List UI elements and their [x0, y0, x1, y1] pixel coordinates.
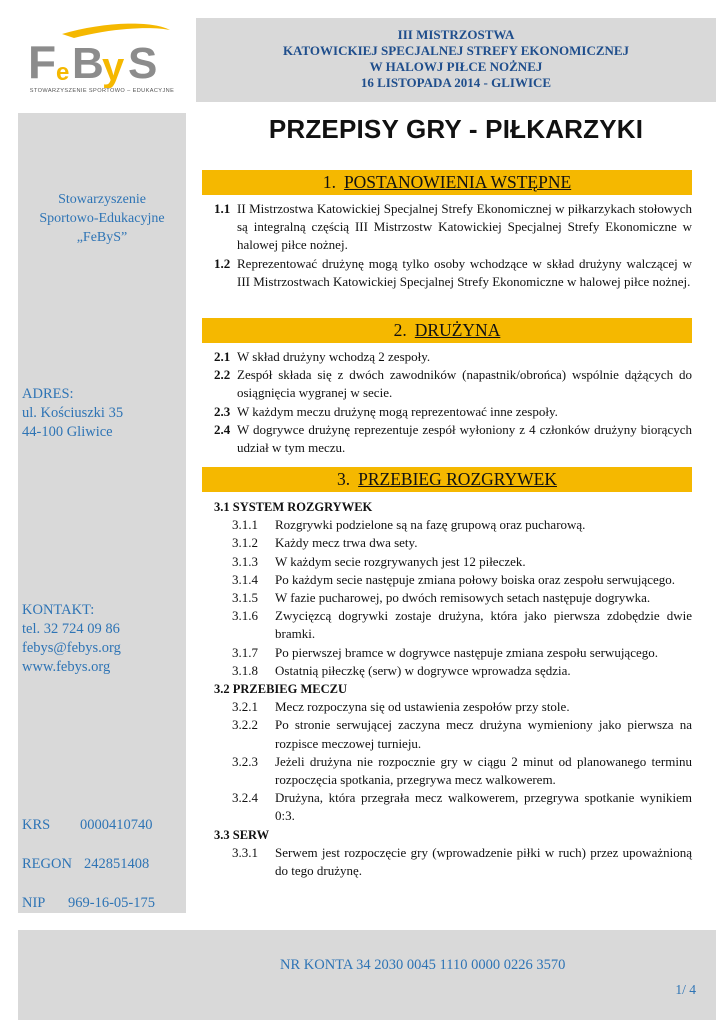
regon-value: 242851408: [84, 856, 150, 872]
address-label: ADRES:: [22, 386, 74, 402]
header-line-1: III MISTRZOSTWA: [397, 27, 515, 42]
svg-text:S: S: [128, 39, 158, 88]
rule-text: W fazie pucharowej, po dwóch remisowych setach następuje dogrywka.: [275, 590, 651, 606]
rule-subitem: [214, 607, 692, 643]
febys-logo: [22, 18, 182, 100]
rule-number: 3.1.1: [232, 517, 258, 533]
section-3-number: 3.: [337, 469, 351, 489]
rule-text: II Mistrzostwa Katowickiej Specjalnej Strefy Ekonomicznej w piłkarzykach stołowych są integralną częścią III Mistrzostw Katowickiej Specjalnej Strefy Ekonomiczne w halowej piłce nożnej.: [237, 201, 692, 253]
rule-text: Drużyna, która przegrała mecz walkowerem, przegrywa spotkanie wynikiem 0:3.: [275, 790, 692, 824]
rule-subitem: [214, 553, 692, 571]
logo-subtitle: STOWARZYSZENIE SPORTOWO – EDUKACYJNE: [29, 88, 175, 94]
rule-subitem: [214, 698, 692, 716]
org-line-1: Stowarzyszenie: [58, 192, 146, 207]
sidebar: [18, 113, 186, 913]
rule-number: 2.2: [214, 367, 231, 383]
contact-label: KONTAKT:: [22, 602, 95, 618]
rule-number: 2.1: [214, 349, 231, 364]
rule-number: 3.1.4: [232, 571, 258, 587]
header-line-3: W HALOWJ PIŁCE NOŻNEJ: [369, 59, 543, 74]
rule-item: [214, 255, 692, 291]
rule-text: Po stronie serwującej zaczyna mecz drużyna wymieniony jako pierwsza na rozpisce meczowej turnieju.: [275, 717, 692, 751]
rule-number: 2.4: [214, 421, 231, 437]
rule-text: W dogrywce drużynę reprezentuje zespół wyłoniony z 4 członków drużyny biorących udział w tym meczu.: [237, 421, 692, 456]
rule-text: Po pierwszej bramce w dogrywce następuje zmiana zespołu serwującego.: [275, 644, 658, 660]
section-3-content: [214, 498, 692, 880]
svg-text:F: F: [28, 36, 57, 88]
rule-text: Mecz rozpoczyna się od ustawienia zespołów przy stole.: [275, 699, 570, 715]
rule-number: 3.1.6: [232, 608, 258, 624]
contact-phone: tel. 32 724 09 86: [22, 621, 120, 637]
org-line-2: Sportowo-Edukacyjne: [39, 211, 165, 226]
rule-number: 3.1.8: [232, 662, 258, 678]
section-1-header: [202, 170, 692, 195]
header-line-2: KATOWICKIEJ SPECJALNEJ STREFY EKONOMICZNEJ: [282, 43, 630, 58]
section-1-title: POSTANOWIENIA WSTĘPNE: [343, 172, 572, 192]
section-1-number: 1.: [322, 172, 336, 192]
org-line-3: „FeByS”: [76, 230, 128, 245]
section-1-content: [214, 200, 692, 291]
rule-number: 3.2.3: [232, 753, 258, 769]
footer: [18, 930, 716, 1020]
bank-account: NR KONTA 34 2030 0045 1110 0000 0226 3570: [280, 957, 566, 973]
rule-number: 1.1: [214, 201, 231, 216]
section-3-title: PRZEBIEG ROZGRYWEK: [358, 469, 557, 489]
rule-number: 3.1.2: [232, 535, 258, 551]
rule-subitem: [214, 644, 692, 662]
nip-row: [22, 895, 155, 912]
rule-number: 3.2.2: [232, 717, 258, 733]
address-street: ul. Kościuszki 35: [22, 405, 124, 421]
svg-text:y: y: [102, 45, 125, 88]
rule-number: 3.1.5: [232, 590, 258, 606]
rule-text: W każdym secie rozgrywanych jest 12 piłeczek.: [275, 553, 526, 569]
subsection-heading: 3.1 SYSTEM ROZGRYWEK: [214, 500, 373, 514]
subsection-heading: 3.2 PRZEBIEG MECZU: [214, 682, 348, 697]
rule-subitem: [214, 571, 692, 589]
rule-subitem: [214, 716, 692, 752]
rule-subitem: [214, 753, 692, 789]
rule-number: 3.1.3: [232, 553, 258, 569]
contact-block: [22, 601, 121, 677]
rule-text: Reprezentować drużynę mogą tylko osoby wchodzące w skład drużyny walczącej w III Mistrzostwach Katowickiej Specjalnej Strefy Ekonomiczne w halowej piłce nożnej.: [237, 255, 692, 289]
event-header: [196, 18, 716, 102]
febys-logo-mark: [22, 18, 182, 88]
rule-number: 1.2: [214, 255, 231, 271]
rule-number: 2.3: [214, 403, 231, 419]
rule-text: Każdy mecz trwa dwa sety.: [275, 535, 418, 551]
nip-value: 969-16-05-175: [68, 895, 155, 911]
regon-row: [22, 856, 149, 873]
section-2-number: 2.: [393, 320, 407, 340]
org-name: [18, 190, 186, 247]
rule-item: [214, 421, 692, 457]
nip-label: NIP: [22, 895, 46, 911]
rule-item: [214, 348, 692, 366]
rule-subitem: [214, 534, 692, 552]
svg-text:B: B: [72, 39, 104, 88]
krs-label: KRS: [22, 817, 51, 833]
address-block: [22, 385, 123, 442]
krs-row: [22, 817, 153, 834]
rule-text: Serwem jest rozpoczęcie gry (wprowadzenie piłki w ruch) przez upoważnioną do tego drużynę.: [275, 844, 692, 879]
rule-text: Po każdym secie następuje zmiana połowy boiska oraz zespołu serwującego.: [275, 571, 675, 587]
subsection-heading: 3.3 SERW: [214, 827, 270, 842]
rule-subitem: [214, 516, 692, 534]
rule-item: [214, 403, 692, 421]
rule-number: 3.1.7: [232, 644, 258, 660]
contact-website[interactable]: www.febys.org: [22, 659, 111, 675]
section-3-header: [202, 467, 692, 492]
regon-label: REGON: [22, 856, 72, 872]
krs-value: 0000410740: [80, 817, 153, 833]
section-2-title: DRUŻYNA: [414, 320, 501, 340]
address-city: 44-100 Gliwice: [22, 424, 113, 440]
rule-text: Rozgrywki podzielone są na fazę grupową oraz pucharową.: [275, 517, 586, 533]
rule-item: [214, 200, 692, 255]
page-title: PRZEPISY GRY - PIŁKARZYKI: [268, 114, 644, 144]
rule-text: Jeżeli drużyna nie rozpocznie gry w ciągu 2 minut od planowanego terminu rozpoczęcia spotkania, przegrywa mecz walkowerem.: [275, 753, 692, 788]
rule-subitem: [214, 789, 692, 825]
rule-number: 3.2.1: [232, 699, 258, 715]
header-line-4: 16 LISTOPADA 2014 - GLIWICE: [360, 75, 552, 90]
rule-text: W każdym meczu drużynę mogą reprezentować inne zespoły.: [237, 403, 558, 419]
rule-text: W skład drużyny wchodzą 2 zespoły.: [237, 349, 431, 364]
rule-text: Zwycięzcą dogrywki zostaje drużyna, która jako pierwsza zdobędzie dwie bramki.: [275, 608, 692, 642]
rule-text: Zespół składa się z dwóch zawodników (napastnik/obrońca) wspólnie dążących do osiągnięcia wygranej w secie.: [237, 367, 692, 401]
rule-subitem: [214, 662, 692, 680]
section-2-content: [214, 348, 692, 457]
rule-subitem: [214, 589, 692, 607]
rule-subitem: [214, 844, 692, 880]
svg-text:e: e: [56, 59, 70, 86]
rule-item: [214, 366, 692, 402]
page-number: 1/ 4: [675, 982, 696, 997]
rule-text: Ostatnią piłeczkę (serw) w dogrywce wprowadza sędzia.: [275, 662, 571, 678]
section-2-header: [202, 318, 692, 343]
contact-email[interactable]: febys@febys.org: [22, 640, 121, 656]
rule-number: 3.2.4: [232, 790, 258, 806]
rule-number: 3.3.1: [232, 844, 258, 860]
